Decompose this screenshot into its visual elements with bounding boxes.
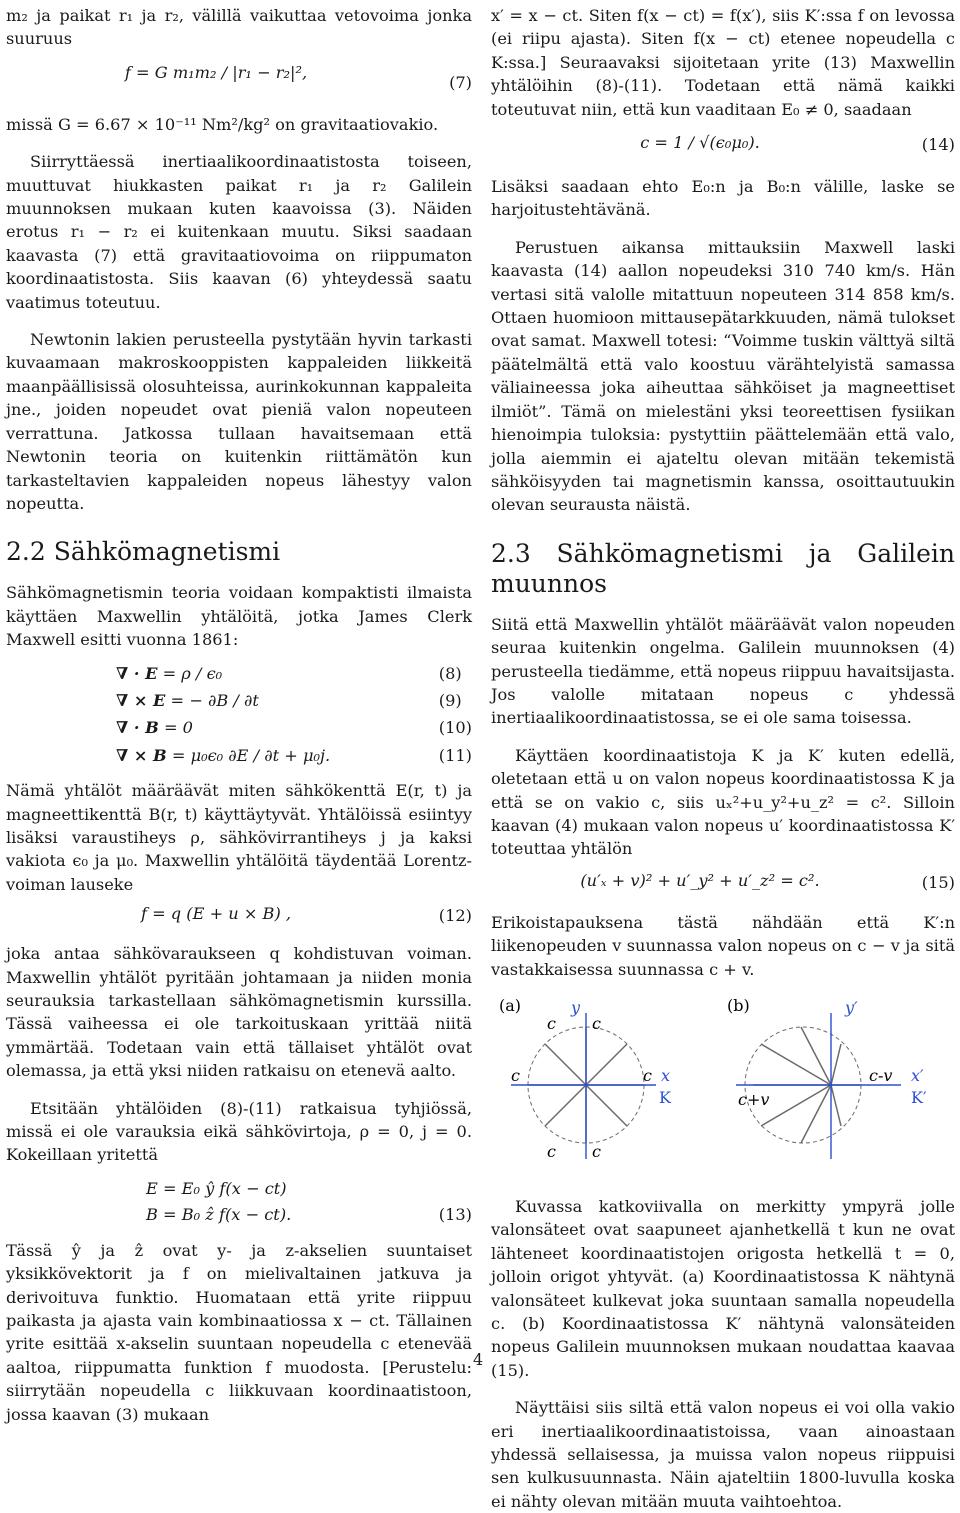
equation-number: (9) <box>438 690 462 710</box>
speed-label-left: c+v <box>738 1090 770 1109</box>
paragraph: Näyttäisi siis siltä että valon nopeus ei voi olla vakio eri inertiaalikoordinaatistoissa, vaan ainoastaan yhdessä sellaisessa, ja muissa valon nopeus riippuisi sen kulkusuunnasta. Näin ajateltiin 1800-luvulla koska ei nähty olevan mitään muuta vaihtoehtoa. <box>491 1398 955 1511</box>
light-rays-figure <box>491 989 955 1179</box>
panel-b-y-label: y′ <box>845 998 858 1017</box>
equation-formula: E = E₀ ŷ f(x − ct) <box>146 1178 287 1198</box>
panel-a-frame-label: K <box>659 1088 671 1107</box>
equation-number: (7) <box>449 72 472 92</box>
page-number: 4 <box>473 1350 484 1369</box>
paragraph: Sähkömagnetismin teoria voidaan kompaktisti ilmaista käyttäen Maxwellin yhtälöitä, jotka James Clerk Maxwell esitti vuonna 1861: <box>6 583 472 650</box>
equation-number: (10) <box>438 718 472 738</box>
paragraph: Erikoistapauksena tästä nähdään että K′:n liikenopeuden v suunnassa valon nopeus on c − v ja sitä vastakkaisessa suunnassa c + v. <box>491 912 955 979</box>
equation-number: (14) <box>921 135 955 155</box>
maxwell-equations <box>6 662 472 768</box>
panel-b-label: (b) <box>727 996 750 1015</box>
speed-label: c <box>592 1142 601 1161</box>
right-column <box>491 4 955 1513</box>
panel-a-y-label: y <box>571 998 581 1017</box>
section-heading: 2.2 Sähkömagnetismi <box>6 537 281 567</box>
paragraph: x′ = x − ct. Siten f(x − ct) = f(x′), siis K′:ssa f on levossa (ei riipu ajasta). Siten f(x − ct) etenee nopeudella c K:ssa.] Seuraavaksi sijoitetaan yrite (13) Maxwellin yhtälöihin (8)-(11). Todetaan että nämä kaikki toteutuvat niin, että kun vaaditaan E₀ ≠ 0, saadaan <box>491 6 955 119</box>
equation-formula: B = B₀ ẑ f(x − ct). <box>146 1204 292 1224</box>
figure-caption: Kuvassa katkoviivalla on merkitty ympyrä jolle valonsäteet ovat saapuneet ajanhetkellä t kun ne ovat lähteneet koordinaatistojen origosta hetkellä t = 0, jolloin origot yhtyvät. (a) Koordinaatistossa K nähtynä valonsäteet kulkevat joka suuntaan samalla nopeudella c. (b) Koordinaatistossa K′ nähtynä valonsäteiden nopeus Galilein muunnoksen mukaan noudattaa kaavaa (15). <box>491 1197 955 1380</box>
paragraph: m₂ ja paikat r₁ ja r₂, välillä vaikuttaa vetovoima jonka suuruus <box>6 6 472 49</box>
speed-label: c <box>511 1066 520 1085</box>
speed-label: c <box>643 1066 652 1085</box>
panel-a-label: (a) <box>499 996 522 1015</box>
paragraph: Siitä että Maxwellin yhtälöt määräävät valon nopeuden seuraa kuitenkin ongelma. Galilein muunnoksen (4) perusteella tiedämme, että nopeus riippuu havaitsijasta. Jos valolle mitataan nopeus c yhdessä inertiaalikoordinaatistossa, se ei ole sama toisessa. <box>491 614 955 728</box>
equation-number: (8) <box>438 663 462 683</box>
equation-number: (11) <box>438 745 472 765</box>
speed-label: c <box>592 1014 601 1033</box>
panel-b-x-label: x′ <box>911 1066 924 1085</box>
equation-number: (15) <box>921 872 955 892</box>
paragraph: missä G = 6.67 × 10⁻¹¹ Nm²/kg² on gravitaatiovakio. <box>6 114 439 134</box>
equation-14 <box>491 131 955 165</box>
paragraph: Käyttäen koordinaatistoja K ja K′ kuten edellä, oletetaan että u on valon nopeus koordinaatistossa K ja että se on vakio c, siis uₓ²+u_y²+u_z² = c². Silloin kaavan (4) mukaan valon nopeus u′ koordinaatistossa K′ toteuttaa yhtälön <box>491 745 955 859</box>
equation-number: (13) <box>438 1204 472 1224</box>
paragraph: Nämä yhtälöt määräävät miten sähkökenttä E(r, t) ja magneettikenttä B(r, t) käyttäytyvät. Yhtälöissä esiintyy lisäksi varaustiheys ρ, sähkövirrantiheys j ja kaksi vakiota ϵ₀ ja μ₀. Maxwellin yhtälöitä täydentää Lorentz-voiman lauseke <box>6 781 472 894</box>
paragraph: Newtonin lakien perusteella pystytään hyvin tarkasti kuvaamaan makroskooppisten kappaleiden liikkeitä maanpäällisissä olosuhteissa, aurinkokunnan kappaleita jne., joiden nopeudet ovat pieniä valon nopeuteen verrattuna. Jatkossa tullaan havaitsemaan että Newtonin teoria on kuitenkin riittämätön kun tarkasteltavien kappaleiden nopeus lähestyy valon nopeutta. <box>6 330 472 513</box>
speed-label: c <box>547 1014 556 1033</box>
figure-svg <box>491 989 955 1179</box>
left-column <box>6 4 472 1426</box>
maxwell-eq: ∇ × E = − ∂B / ∂t <box>116 690 259 710</box>
equation-7 <box>6 61 472 107</box>
paragraph: Siirryttäessä inertiaalikoordinaatistosta toiseen, muuttuvat hiukkasten paikat r₁ ja r₂ Galilein muunnoksen mukaan kuten kaavoissa (3). Näiden erotus r₁ − r₂ ei kuitenkaan muutu. Siksi saadaan kaavasta (7) että gravitaatiovoima on riippumaton koordinaatistosta. Siis kaavan (6) yhteydessä saatu vaatimus toteutuu. <box>6 152 472 312</box>
equation-number: (12) <box>438 906 472 926</box>
section-heading: 2.3 Sähkömagnetismi ja Galilein muunnos <box>491 538 955 598</box>
panel-b-frame-label: K′ <box>911 1088 927 1107</box>
paragraph: Lisäksi saadaan ehto E₀:n ja B₀:n välille, laske se harjoitustehtävänä. <box>491 177 955 220</box>
paragraph: Etsitään yhtälöiden (8)-(11) ratkaisua tyhjiössä, missä ei ole varauksia eikä sähkövirtoja, ρ = 0, j = 0. Kokeillaan yritettä <box>6 1098 472 1165</box>
paragraph: Perustuen aikansa mittauksiin Maxwell laski kaavasta (14) aallon nopeudeksi 310 740 km/s. Hän vertasi sitä valolle mitattuun nopeuteen 314 858 km/s. Ottaen huomioon mittausepätarkkuuden, nämä tulokset ovat samat. Maxwell totesi: “Voimme tuskin välttyä siltä päätelmältä että valo koostuu värähtelyistä samassa väliaineessa joka aiheuttaa sähköiset ja magneettiset ilmiöt”. Tämä on mielestäni yksi teoreettisen fysiikan hienoimpia tuloksia: pystyttiin päättelemään että valo, jolla aiemmin ei ajateltu olevan mitään tekemistä sähköisyyden tai magnetismin kanssa, osoittautuukin olevan seurausta näistä. <box>491 237 955 515</box>
equation-formula: (u′ₓ + v)² + u′_y² + u′_z² = c². <box>580 870 820 890</box>
speed-label: c <box>547 1142 556 1161</box>
equation-12 <box>6 902 472 936</box>
maxwell-eq: ∇ · E = ρ / ϵ₀ <box>116 663 223 683</box>
equation-formula: f = q (E + u × B) , <box>140 904 292 924</box>
equation-formula: f = G m₁m₂ / |r₁ − r₂|², <box>124 62 308 82</box>
paragraph: joka antaa sähkövaraukseen q kohdistuvan voiman. Maxwellin yhtälöt pyritään johtamaan ja niiden monia seurauksia tarkastellaan sähkömagnetismin kurssilla. Tässä vaiheessa ei ole tarkoituskaan yrittää niitä ymmärtää. Todetaan vain että tällaiset yhtälöt ovat olemassa, ja että yksi niiden ratkaisu on etenevä aalto. <box>6 944 472 1081</box>
equation-formula: c = 1 / √(ϵ₀μ₀). <box>640 133 760 153</box>
maxwell-eq: ∇ · B = 0 <box>116 718 193 738</box>
equation-15 <box>491 869 955 903</box>
panel-a-x-label: x <box>661 1066 671 1085</box>
equation-13 <box>6 1177 472 1229</box>
paragraph: Tässä ŷ ja ẑ ovat y- ja z-akselien suuntaiset yksikkövektorit ja f on mielivaltainen jatkuva ja derivoituva funktio. Huomataan että yrite riippuu paikasta ja ajasta vain kombinaatiossa x − ct. Tällainen yrite esittää x-akselin suuntaan nopeudella c etenevää aaltoa, riippumatta funktion f muodosta. [Perustelu: siirrytään nopeudella c liikkuvaan koordinaatistoon, jossa kaavan (3) mukaan <box>6 1240 472 1424</box>
speed-label-right: c-v <box>869 1066 893 1085</box>
maxwell-eq: ∇ × B = μ₀ϵ₀ ∂E / ∂t + μ₀j. <box>116 745 331 765</box>
